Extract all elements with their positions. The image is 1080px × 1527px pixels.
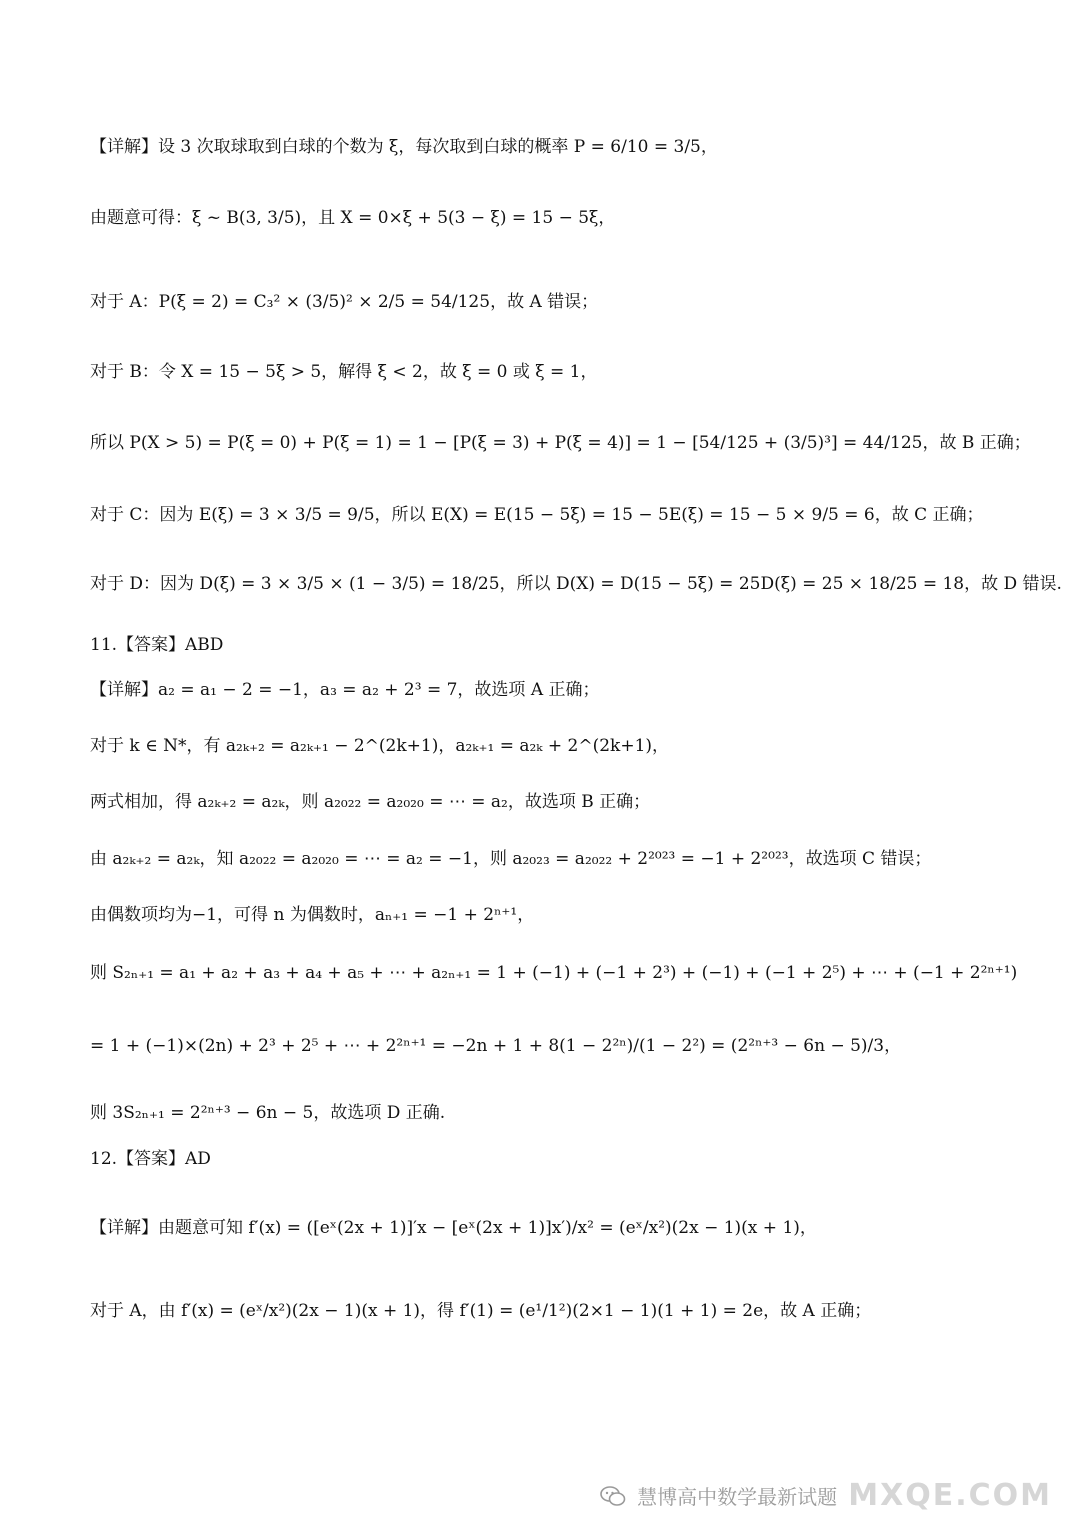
text-line-6: 对于 C：因为 E(ξ) = 3 × 3/5 = 9/5，所以 E(X) = E(15 − 5ξ) = 15 − 5E(ξ) = 15 − 5 × 9/5 = 6，故 C 正确； [90, 505, 984, 525]
text-line-15: = 1 + (−1)×(2n) + 2³ + 2⁵ + ⋯ + 2²ⁿ⁺¹ = −2n + 1 + 8(1 − 2²ⁿ)/(1 − 2²) = (2²ⁿ⁺³ − 6n − 5)/3， [90, 1036, 902, 1056]
text-line-11: 两式相加，得 a₂ₖ₊₂ = a₂ₖ，则 a₂₀₂₂ = a₂₀₂₀ = ⋯ = a₂，故选项 B 正确； [90, 792, 651, 812]
text-line-13: 由偶数项均为−1，可得 n 为偶数时，aₙ₊₁ = −1 + 2ⁿ⁺¹， [90, 905, 535, 925]
text-line-10: 对于 k ∈ N*，有 a₂ₖ₊₂ = a₂ₖ₊₁ − 2^(2k+1)，a₂ₖ₊₁ = a₂ₖ + 2^(2k+1)， [90, 736, 670, 756]
text-line-5: 所以 P(X > 5) = P(ξ = 0) + P(ξ = 1) = 1 − [P(ξ = 3) + P(ξ = 4)] = 1 − [54/125 + (3/5)³] = 44/125，故 B 正确； [90, 433, 1031, 453]
text-line-4: 对于 B：令 X = 15 − 5ξ > 5，解得 ξ < 2，故 ξ = 0 或 ξ = 1， [90, 362, 598, 382]
answer-heading-12: 12.【答案】AD [90, 1149, 211, 1169]
text-line-2: 由题意可得：ξ ~ B(3, 3/5)，且 X = 0×ξ + 5(3 − ξ) = 15 − 5ξ， [90, 208, 616, 228]
text-line-16: 则 3S₂ₙ₊₁ = 2²ⁿ⁺³ − 6n − 5，故选项 D 正确. [90, 1103, 446, 1123]
text-line-3: 对于 A：P(ξ = 2) = C₃² × (3/5)² × 2/5 = 54/125，故 A 错误； [90, 292, 599, 312]
text-line-19: 对于 A，由 f′(x) = (eˣ/x²)(2x − 1)(x + 1)，得 f′(1) = (e¹/1²)(2×1 − 1)(1 + 1) = 2e，故 A 正确； [90, 1301, 872, 1321]
watermark-channel: 慧博高中数学最新试题 [637, 1485, 838, 1509]
wechat-icon [600, 1485, 626, 1507]
text-line-1: 【详解】设 3 次取球取到白球的个数为 ξ，每次取到白球的概率 P = 6/10 = 3/5， [90, 137, 718, 157]
text-line-14: 则 S₂ₙ₊₁ = a₁ + a₂ + a₃ + a₄ + a₅ + ⋯ + a₂ₙ₊₁ = 1 + (−1) + (−1 + 2³) + (−1) + (−1 + 2⁵) + ⋯ + (−1 + 2²ⁿ⁺¹) [90, 963, 1018, 983]
text-line-7: 对于 D：因为 D(ξ) = 3 × 3/5 × (1 − 3/5) = 18/25，所以 D(X) = D(15 − 5ξ) = 25D(ξ) = 25 × 18/25 = 18，故 D 错误. [90, 574, 1062, 594]
watermark [600, 1478, 1052, 1513]
text-line-12: 由 a₂ₖ₊₂ = a₂ₖ，知 a₂₀₂₂ = a₂₀₂₀ = ⋯ = a₂ = −1，则 a₂₀₂₃ = a₂₀₂₂ + 2²⁰²³ = −1 + 2²⁰²³，故选项 C 错误； [90, 849, 932, 869]
answer-heading-11: 11.【答案】ABD [90, 635, 224, 655]
text-line-18: 【详解】由题意可知 f′(x) = ([eˣ(2x + 1)]′x − [eˣ(2x + 1)]x′)/x² = (eˣ/x²)(2x − 1)(x + 1)， [90, 1218, 817, 1238]
watermark-site: MXQE.COM [848, 1478, 1052, 1513]
text-line-9: 【详解】a₂ = a₁ − 2 = −1，a₃ = a₂ + 2³ = 7，故选项 A 正确； [90, 680, 600, 700]
